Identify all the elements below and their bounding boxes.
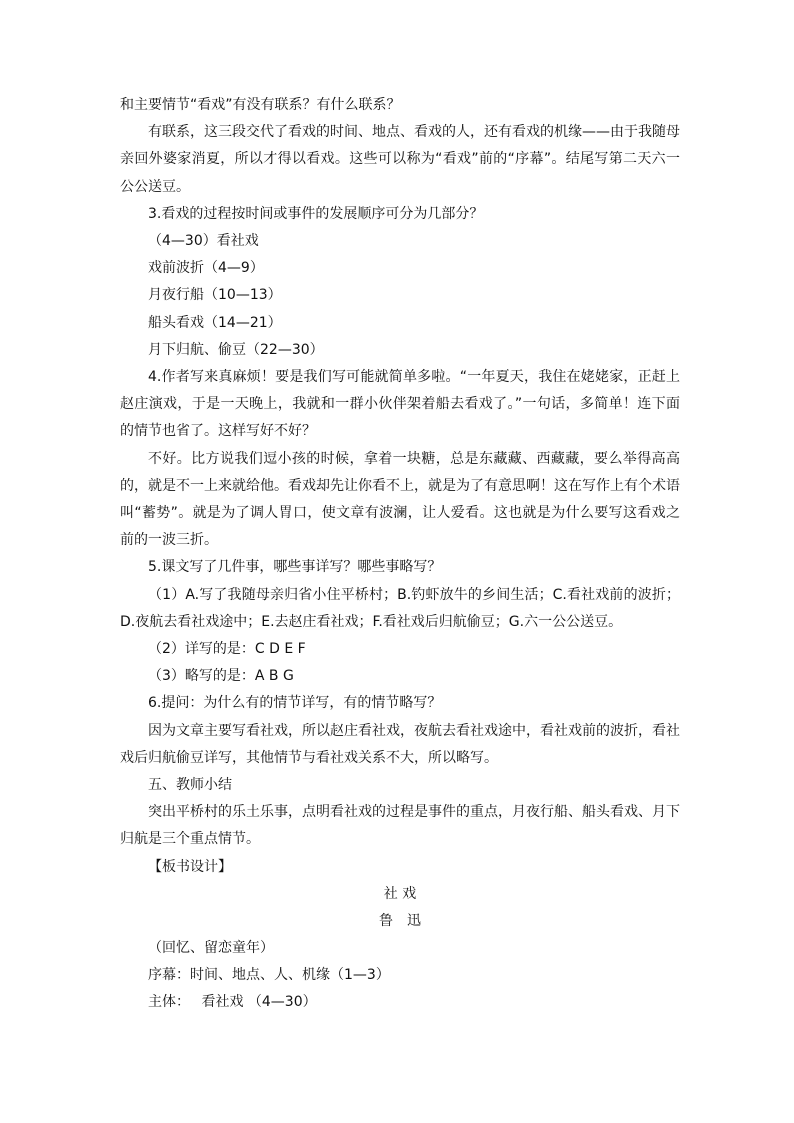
detailed-events: （2）详写的是：C D E F: [148, 640, 306, 657]
question-6: 6.提问：为什么有的情节详写，有的情节略写？: [148, 695, 442, 712]
question-5: 5.课文写了几件事，哪些事详写？哪些事略写？: [148, 559, 442, 576]
answer-paragraph-3: 因为文章主要写看社戏，所以赵庄看社戏，夜航去看社戏途中，看社戏前的波折，看社戏后归航偷豆详写，其他情节与看社戏关系不大，所以略写。: [120, 722, 680, 766]
summary-paragraph: 突出平桥村的乐土乐事，点明看社戏的过程是事件的重点，月夜行船、船头看戏、月下归航是三个重点情节。: [120, 804, 680, 848]
outline-item: （4—30）看社戏: [148, 232, 259, 249]
outline-item: 船头看戏（14—21）: [148, 314, 282, 331]
board-line: （回忆、留恋童年）: [148, 940, 274, 957]
question-3: 3.看戏的过程按时间或事件的发展顺序可分为几部分？: [148, 205, 484, 222]
question-4-paragraph: 4.作者写来真麻烦！要是我们写可能就简单多啦。“一年夏天，我住在姥姥家，正赶上赵庄演戏，于是一天晚上，我就和一群小伙伴架着船去看戏了。”一句话，多简单！连下面的情节也省了。这样写好不好？: [120, 368, 680, 440]
board-author: 鲁 迅: [379, 912, 421, 929]
brief-events: （3）略写的是：A B G: [148, 668, 294, 685]
outline-item: 戏前波折（4—9）: [148, 260, 264, 277]
document-body: [120, 92, 680, 1017]
answer-list-events: （1）A.写了我随母亲归省小住平桥村；B.钓虾放牛的乡间生活；C.看社戏前的波折；D.夜航去看社戏途中；E.去赵庄看社戏；F.看社戏后归航偷豆；G.六一公公送豆。: [120, 586, 680, 630]
board-title: 社 戏: [383, 885, 417, 902]
board-line: 主体： 看社戏 （4—30）: [148, 994, 317, 1011]
outline-item: 月夜行船（10—13）: [148, 287, 282, 304]
question-continuation: 和主要情节“看戏”有没有联系？有什么联系？: [120, 97, 401, 113]
outline-item: 月下归航、偷豆（22—30）: [148, 341, 324, 358]
answer-paragraph-2: 不好。比方说我们逗小孩的时候，拿着一块糖，总是东藏藏、西藏藏，要么举得高高的，就是不一上来就给他。看戏却先让你看不上，就是为了有意思啊！这在写作上有个术语叫“蓄势”。就是为了调人胃口，使文章有波澜，让人爱看。这也就是为什么要写这看戏之前的一波三折。: [120, 450, 680, 549]
board-line: 序幕：时间、地点、人、机缘（1—3）: [148, 967, 390, 984]
section-heading: 五、教师小结: [148, 776, 232, 793]
board-design-heading: 【板书设计】: [148, 858, 232, 875]
answer-paragraph-1: 有联系，这三段交代了看戏的时间、地点、看戏的人，还有看戏的机缘——由于我随母亲回外婆家消夏，所以才得以看戏。这些可以称为“看戏”前的“序幕”。结尾写第二天六一公公送豆。: [120, 124, 680, 195]
